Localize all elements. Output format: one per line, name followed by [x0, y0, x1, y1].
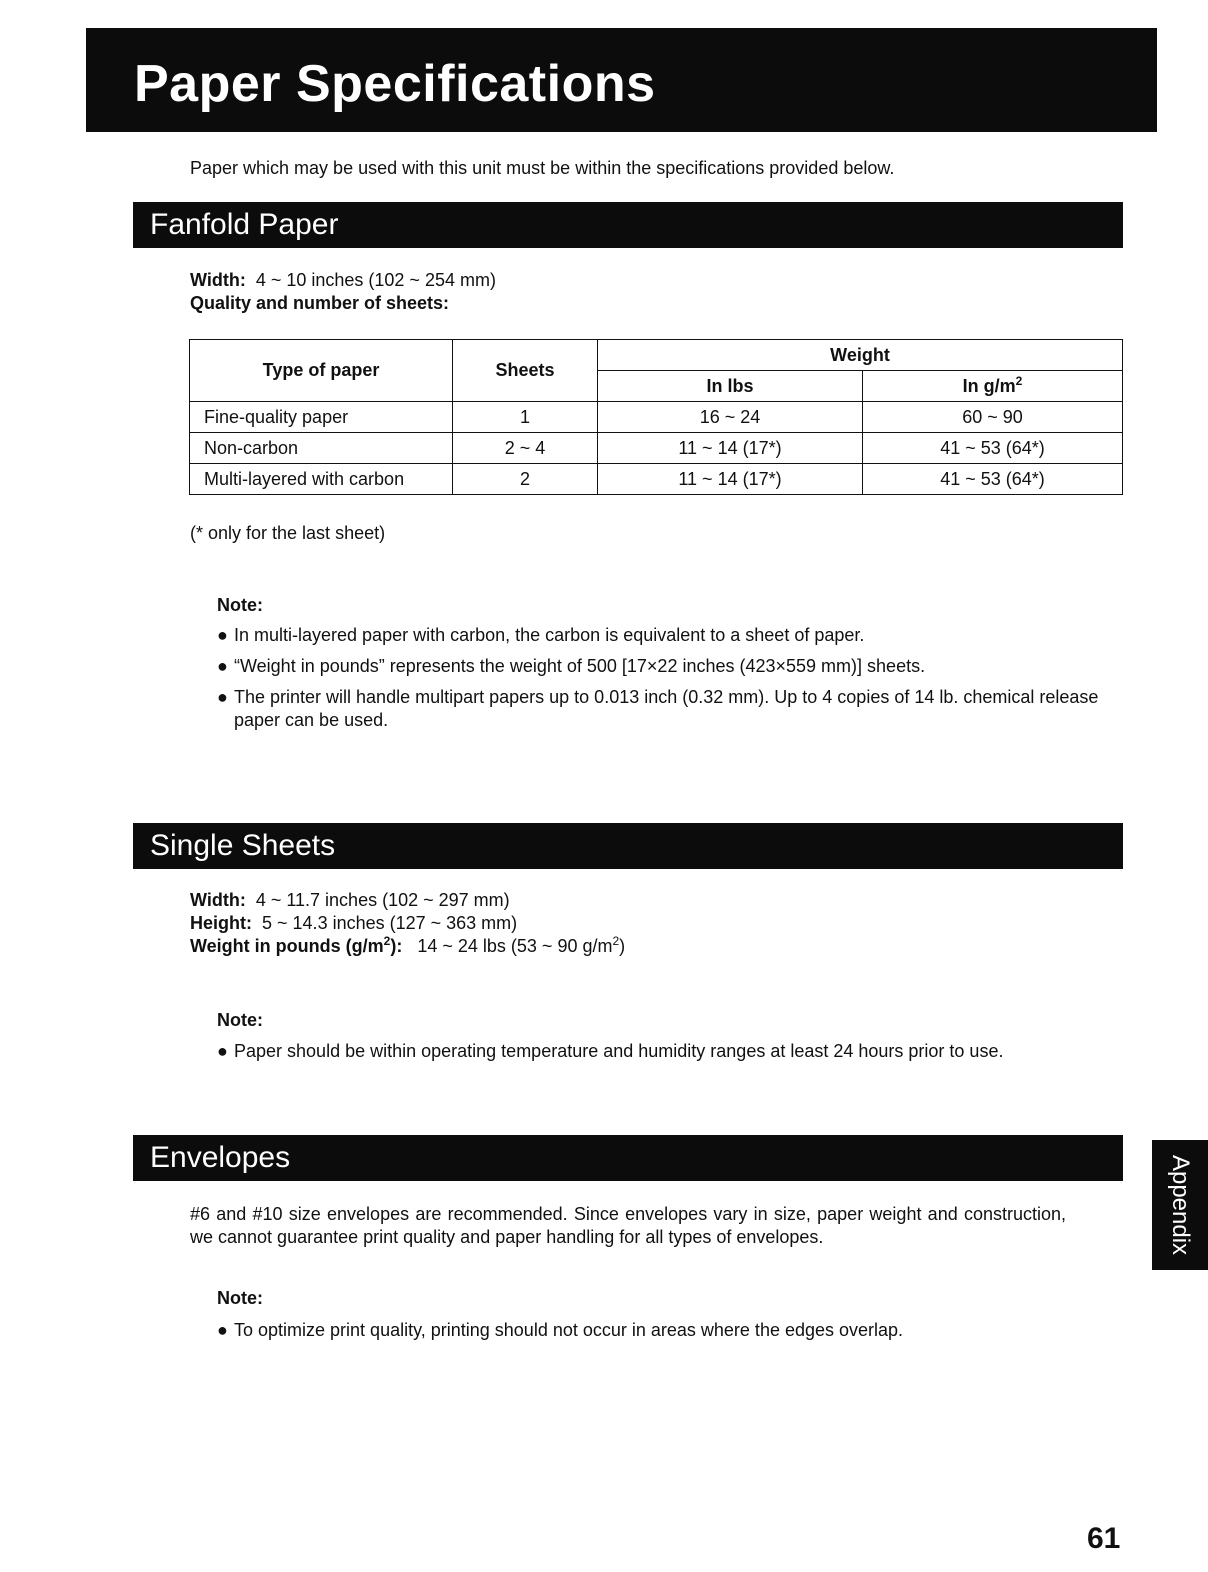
cell-sheets: 2 ~ 4 — [453, 433, 598, 464]
bullet-icon: ● — [217, 1041, 228, 1061]
single-height — [190, 913, 517, 934]
appendix-tab-label: Appendix — [1167, 1154, 1194, 1256]
fanfold-notes — [217, 624, 1107, 740]
weight-label-pre: Weight in pounds (g/m — [190, 936, 384, 956]
fanfold-width — [190, 270, 496, 291]
cell-lbs: 16 ~ 24 — [598, 402, 863, 433]
fanfold-quality — [190, 293, 449, 314]
cell-gm: 41 ~ 53 (64*) — [863, 464, 1123, 495]
single-width-label: Width: — [190, 890, 246, 910]
single-weight — [190, 936, 625, 957]
fanfold-width-label: Width: — [190, 270, 246, 290]
weight-label-post: ): — [390, 936, 403, 956]
note-text: In multi-layered paper with carbon, the carbon is equivalent to a sheet of paper. — [234, 625, 865, 645]
intro-text: Paper which may be used with this unit must be within the specifications provided below. — [190, 158, 895, 178]
weight-value-sup: 2 — [612, 934, 620, 948]
list-item — [217, 655, 1107, 678]
single-height-value: 5 ~ 14.3 inches (127 ~ 363 mm) — [262, 913, 518, 933]
single-weight-label — [190, 936, 402, 956]
envelopes-text: #6 and #10 size envelopes are recommended. Since envelopes vary in size, paper weight and construction, we cannot guarantee print quality and paper handling for all types of envelopes. — [190, 1204, 1066, 1247]
cell-gm: 60 ~ 90 — [863, 402, 1123, 433]
weight-label-sup: 2 — [383, 934, 391, 948]
note-text: Paper should be within operating temperature and humidity ranges at least 24 hours prior to use. — [234, 1041, 1004, 1061]
header-lbs: In lbs — [598, 371, 863, 402]
note-text: The printer will handle multipart papers up to 0.013 inch (0.32 mm). Up to 4 copies of 14 lb. chemical release paper can be used. — [234, 687, 1099, 730]
list-item — [217, 1040, 1107, 1063]
header-gm-sup: 2 — [1015, 373, 1023, 388]
cell-type: Fine-quality paper — [190, 402, 453, 433]
cell-lbs: 11 ~ 14 (17*) — [598, 464, 863, 495]
list-item — [217, 624, 1107, 647]
envelopes-note-heading: Note: — [217, 1288, 263, 1308]
paper-table — [189, 339, 1123, 495]
weight-value-pre: 14 ~ 24 lbs (53 ~ 90 g/m — [417, 936, 613, 956]
table-footnote: (* only for the last sheet) — [190, 523, 386, 543]
bullet-icon: ● — [217, 656, 228, 676]
page-title: Paper Specifications — [134, 55, 656, 113]
single-sheets-heading: Single Sheets — [150, 829, 336, 862]
single-width-value: 4 ~ 11.7 inches (102 ~ 297 mm) — [255, 890, 510, 910]
bullet-icon: ● — [217, 625, 228, 645]
cell-gm: 41 ~ 53 (64*) — [863, 433, 1123, 464]
single-height-label: Height: — [190, 913, 252, 933]
bullet-icon: ● — [217, 1320, 228, 1340]
list-item — [217, 686, 1107, 732]
note-text: To optimize print quality, printing should not occur in areas where the edges overlap. — [234, 1320, 904, 1340]
envelopes-notes — [217, 1319, 1107, 1350]
single-weight-value — [417, 936, 625, 956]
table-row — [190, 464, 1123, 495]
cell-sheets: 2 — [453, 464, 598, 495]
fanfold-quality-label: Quality and number of sheets: — [190, 293, 450, 313]
header-weight: Weight — [598, 340, 1123, 371]
header-sheets: Sheets — [453, 340, 598, 402]
list-item — [217, 1319, 1107, 1342]
cell-sheets: 1 — [453, 402, 598, 433]
page-number: 61 — [1087, 1522, 1121, 1555]
bullet-icon: ● — [217, 687, 228, 707]
envelopes-heading: Envelopes — [150, 1141, 291, 1174]
header-type: Type of paper — [190, 340, 453, 402]
fanfold-width-value: 4 ~ 10 inches (102 ~ 254 mm) — [255, 270, 496, 290]
table-row — [190, 402, 1123, 433]
weight-value-post: ) — [619, 936, 626, 956]
fanfold-note-heading: Note: — [217, 595, 263, 615]
note-text: “Weight in pounds” represents the weight of 500 [17×22 inches (423×559 mm)] sheets. — [234, 656, 926, 676]
cell-type: Non-carbon — [190, 433, 453, 464]
cell-lbs: 11 ~ 14 (17*) — [598, 433, 863, 464]
single-note-heading: Note: — [217, 1010, 263, 1030]
table-header-row — [190, 340, 1123, 371]
header-gm — [863, 371, 1123, 402]
header-gm-text: In g/m — [962, 375, 1016, 396]
single-width — [190, 890, 510, 911]
fanfold-heading: Fanfold Paper — [150, 208, 339, 241]
table-row — [190, 433, 1123, 464]
cell-type: Multi-layered with carbon — [190, 464, 453, 495]
single-notes — [217, 1040, 1107, 1071]
